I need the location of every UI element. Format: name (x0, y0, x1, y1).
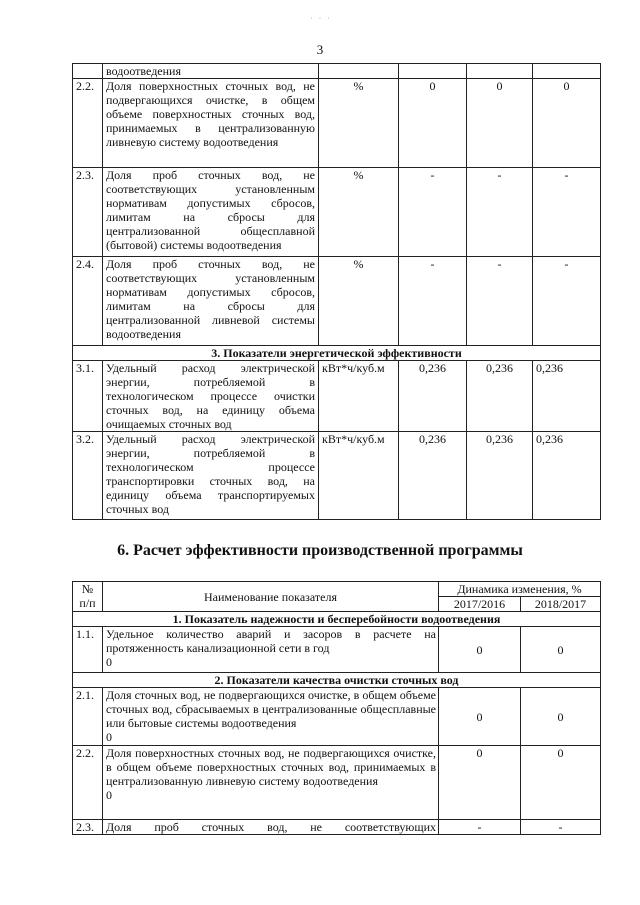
row-value-1: 0,236 (399, 432, 467, 520)
row-value-3: 0,236 (533, 361, 601, 432)
row-dynamics-2: 0 (521, 627, 601, 673)
header-row (73, 582, 601, 597)
row-dynamics-1: 0 (439, 746, 521, 820)
row-unit: % (319, 257, 399, 346)
row-value-2: 0 (467, 79, 533, 168)
section-heading: 6. Расчет эффективности производственной программы (117, 542, 523, 559)
table-row (73, 688, 601, 746)
table-row (73, 627, 601, 673)
row-value-3: - (533, 168, 601, 257)
scan-specks: · · · (310, 14, 332, 23)
row-value-1: - (399, 257, 467, 346)
section-row (73, 673, 601, 688)
row-description: Удельный расход электрической энергии, потребляемой в технологическом процессе очистки сточных вод, на единицу объема очищаемых сточных вод (103, 361, 319, 432)
table-row (73, 168, 601, 257)
row-dynamics-1: - (439, 820, 521, 835)
continuation-text: водоотведения (103, 64, 319, 79)
row-num: 2.1. (73, 688, 103, 746)
section-3-title: 3. Показатели энергетической эффективности (73, 346, 601, 361)
row-dynamics-1: 0 (439, 688, 521, 746)
table-row (73, 432, 601, 520)
row-num-cell (73, 64, 103, 79)
section-row (73, 346, 601, 361)
row-description: Доля поверхностных сточных вод, не подвергающихся очистке, в общем объеме поверхностных сточных вод, принимаемых в централизованную ливневую систему водоотведения 0 (103, 746, 439, 820)
section-1-title: 1. Показатель надежности и бесперебойности водоотведения (73, 612, 601, 627)
row-description: Доля проб сточных вод, не соответствующих (103, 820, 439, 835)
row-description-tail: 0 (106, 788, 112, 802)
row-description-tail: 0 (106, 730, 112, 744)
header-num: № п/п (73, 582, 103, 612)
row-description: Удельное количество аварий и засоров в расчете на протяженность канализационной сети в год 0 (103, 627, 439, 673)
row-num: 2.3. (73, 168, 103, 257)
row-description: Доля проб сточных вод, не соответствующих установленным нормативам допустимых сбросов, лимитам на сбросы для централизованной общесплавной (бытовой) системы водоотведения (103, 168, 319, 257)
row-value-3: 0 (533, 79, 601, 168)
row-unit: кВт*ч/куб.м (319, 432, 399, 520)
header-year-2: 2018/2017 (521, 597, 601, 612)
row-value-3: - (533, 257, 601, 346)
row-value-3: 0,236 (533, 432, 601, 520)
row-num: 2.2. (73, 746, 103, 820)
indicators-table-continued (72, 63, 601, 520)
row-value-1: 0 (399, 79, 467, 168)
row-description: Доля сточных вод, не подвергающихся очистке, в общем объеме сточных вод, сбрасываемых в централизованные общесплавные или бытовые системы водоотведения 0 (103, 688, 439, 746)
row-unit: кВт*ч/куб.м (319, 361, 399, 432)
efficiency-table (72, 581, 601, 835)
row-dynamics-2: 0 (521, 746, 601, 820)
row-description: Доля поверхностных сточных вод, не подвергающихся очистке, в общем объеме поверхностных сточных вод, принимаемых в централизованную ливневую систему водоотведения (103, 79, 319, 168)
row-value-2: 0,236 (467, 361, 533, 432)
row-value-2: - (467, 257, 533, 346)
row-unit: % (319, 168, 399, 257)
table-row (73, 79, 601, 168)
row-value-1: - (399, 168, 467, 257)
table-row (73, 64, 601, 79)
table-row (73, 257, 601, 346)
row-num: 2.2. (73, 79, 103, 168)
row-description: Удельный расход электрической энергии, потребляемой в технологическом процессе транспортировки сточных вод, на единицу объема транспортируемых сточных вод (103, 432, 319, 520)
row-num: 3.2. (73, 432, 103, 520)
section-2-title: 2. Показатели качества очистки сточных вод (73, 673, 601, 688)
header-dynamics: Динамика изменения, % (439, 582, 601, 597)
row-num: 1.1. (73, 627, 103, 673)
row-num: 2.3. (73, 820, 103, 835)
row-unit: % (319, 79, 399, 168)
page-number: 3 (316, 42, 324, 57)
row-dynamics-2: 0 (521, 688, 601, 746)
table-row (73, 746, 601, 820)
row-num: 2.4. (73, 257, 103, 346)
row-dynamics-2: - (521, 820, 601, 835)
table-row (73, 820, 601, 835)
row-description: Доля проб сточных вод, не соответствующих установленным нормативам допустимых сбросов, лимитам на сбросы для централизованной ливневой системы водоотведения (103, 257, 319, 346)
row-dynamics-1: 0 (439, 627, 521, 673)
section-row (73, 612, 601, 627)
row-value-2: - (467, 168, 533, 257)
header-name: Наименование показателя (103, 582, 439, 612)
row-value-2: 0,236 (467, 432, 533, 520)
row-description-tail: 0 (106, 655, 112, 669)
table-row (73, 361, 601, 432)
row-num: 3.1. (73, 361, 103, 432)
row-value-1: 0,236 (399, 361, 467, 432)
header-year-1: 2017/2016 (439, 597, 521, 612)
